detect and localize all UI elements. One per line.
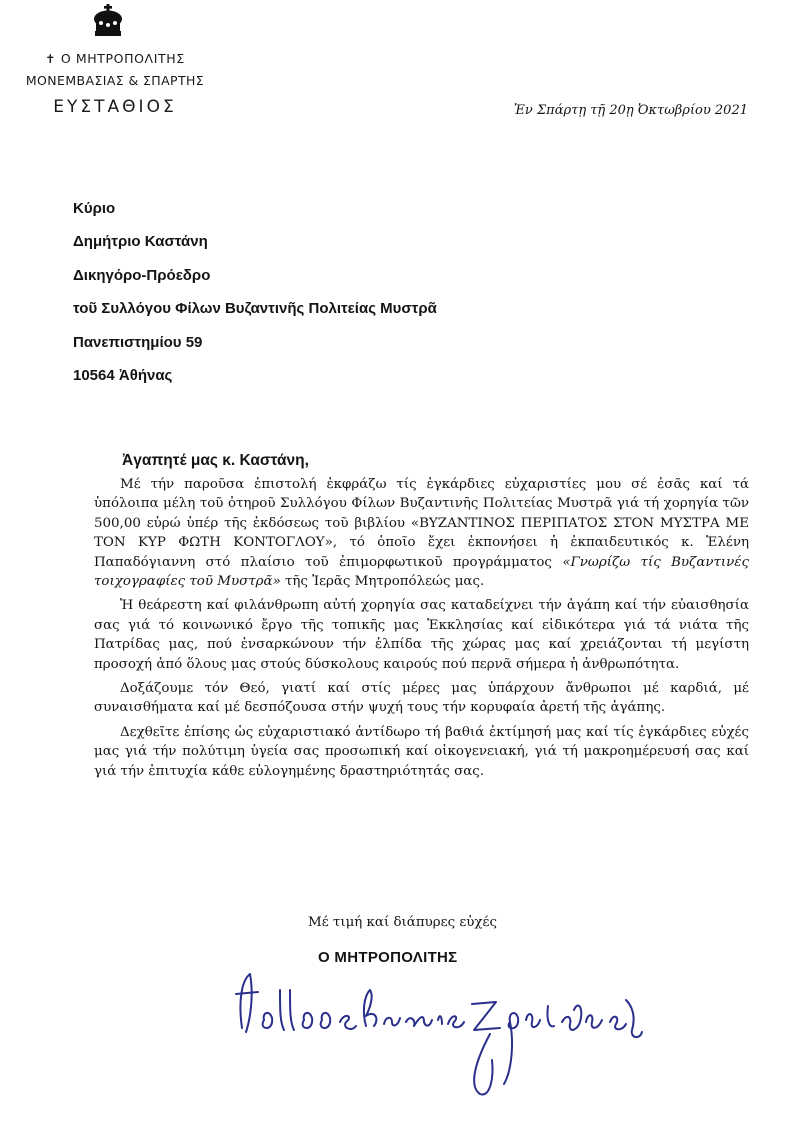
signature — [228, 960, 648, 1110]
signer-title: Ο ΜΗΤΡΟΠΟΛΙΤΗΣ — [318, 949, 458, 966]
salutation: Ἀγαπητέ μας κ. Καστάνη, — [122, 452, 309, 469]
recipient-line: 10564 Ἀθήνας — [73, 366, 173, 384]
recipient-line: Πανεπιστημίου 59 — [73, 333, 203, 351]
recipient-line: Δημήτριο Καστάνη — [73, 233, 208, 251]
recipient-address — [73, 196, 437, 396]
letterhead — [0, 48, 230, 122]
recipient-line: τοῦ Συλλόγου Φίλων Βυζαντινῆς Πολιτείας Μυστρᾶ — [73, 300, 437, 318]
body-paragraph: Δεχθεῖτε ἐπίσης ὡς εὐχαριστιακό ἀντίδωρο τή βαθιά ἐκτίμησή μας καί τίς ἐγκάρδιες εὐχές μας γιά τήν πολύτιμη ὑγεία σας προσωπική καί οἰκογενειακή, γιά τή μακροημέρευσή σας καί γιά τήν ἐπιτυχία κάθε εὐλογημένης δραστηριότητάς σας. — [94, 724, 749, 779]
crown-icon — [90, 4, 126, 38]
letter-date: Ἐν Σπάρτῃ τῇ 20ῃ Ὀκτωβρίου 2021 — [513, 103, 748, 118]
closing-phrase: Μέ τιμή καί διάπυρες εὐχές — [308, 915, 497, 930]
recipient-line: Δικηγόρο-Πρόεδρο — [73, 266, 211, 284]
cross-icon: ✝ — [45, 52, 56, 66]
body-paragraph: Μέ τήν παροῦσα ἐπιστολή ἐκφράζω τίς ἐγκάρδιες εὐχαριστίες μου σέ ἐσᾶς καί τά ὑπόλοιπα μέλη τοῦ ὀτηροῦ Συλλόγου Φίλων Βυζαντινῆς Πολιτείας Μυστρᾶ γιά τή χορηγία τῶν 500,00 εὐρώ ὑπέρ τῆς ἐκδόσεως τοῦ βιβλίου «ΒΥΖΑΝΤΙΝΟΣ ΠΕΡΙΠΑΤΟΣ ΣΤΟΝ ΜΥΣΤΡΑ ΜΕ ΤΟΝ ΚΥΡ ΦΩΤΗ ΚΟΝΤΟΓΛΟΥ», τό ὁποῖο ἔχει ἐκπονήσει ἡ ἐκπαιδευτικός κ. Ἑλένη Παπαδόγιαννη στό πλαίσιο τοῦ ἐπιμορφωτικοῦ προγράμματος «Γνωρίζω τίς Βυζαντινές τοιχογραφίες τοῦ Μυστρᾶ» τῆς Ἱερᾶς Μητροπόλεώς μας. — [94, 477, 749, 590]
letterhead-diocese: ΜΟΝΕΜΒΑΣΙΑΣ & ΣΠΑΡΤΗΣ — [25, 73, 205, 88]
letter-body — [94, 475, 749, 786]
body-paragraph: Δοξάζουμε τόν Θεό, γιατί καί στίς μέρες μας ὑπάρχουν ἄνθρωποι μέ καρδιά, μέ συναισθήματα καί μέ δεσπόζουσα στήν ψυχή τους τήν κορυφαία ἀρετή τῆς ἀγάπης. — [94, 681, 749, 716]
letterhead-title: Ο ΜΗΤΡΟΠΟΛΙΤΗΣ — [60, 51, 185, 66]
recipient-line: Κύριο — [73, 200, 116, 217]
body-paragraph: Ἡ θεάρεστη καί φιλάνθρωπη αὐτή χορηγία σας καταδείχνει τήν ἀγάπη καί τήν εὐαισθησία σας γιά τό κοινωνικό ἔργο τῆς τοπικῆς μας Ἐκκλησίας καί εἰδικότερα γιά τά νιάτα τῆς Πατρίδας μας, πού ἐνσαρκώνουν τήν ἐλπίδα τῆς χώρας μας καί χρειάζονται τή μεγίστη προσοχή ἀπό ὅλους μας στούς δύσκολους καιρούς πού περνᾶ σήμερα ἡ ἀνθρωπότητα. — [94, 598, 749, 672]
letterhead-name: ΕΥΣΤΑΘΙΟΣ — [53, 97, 177, 117]
